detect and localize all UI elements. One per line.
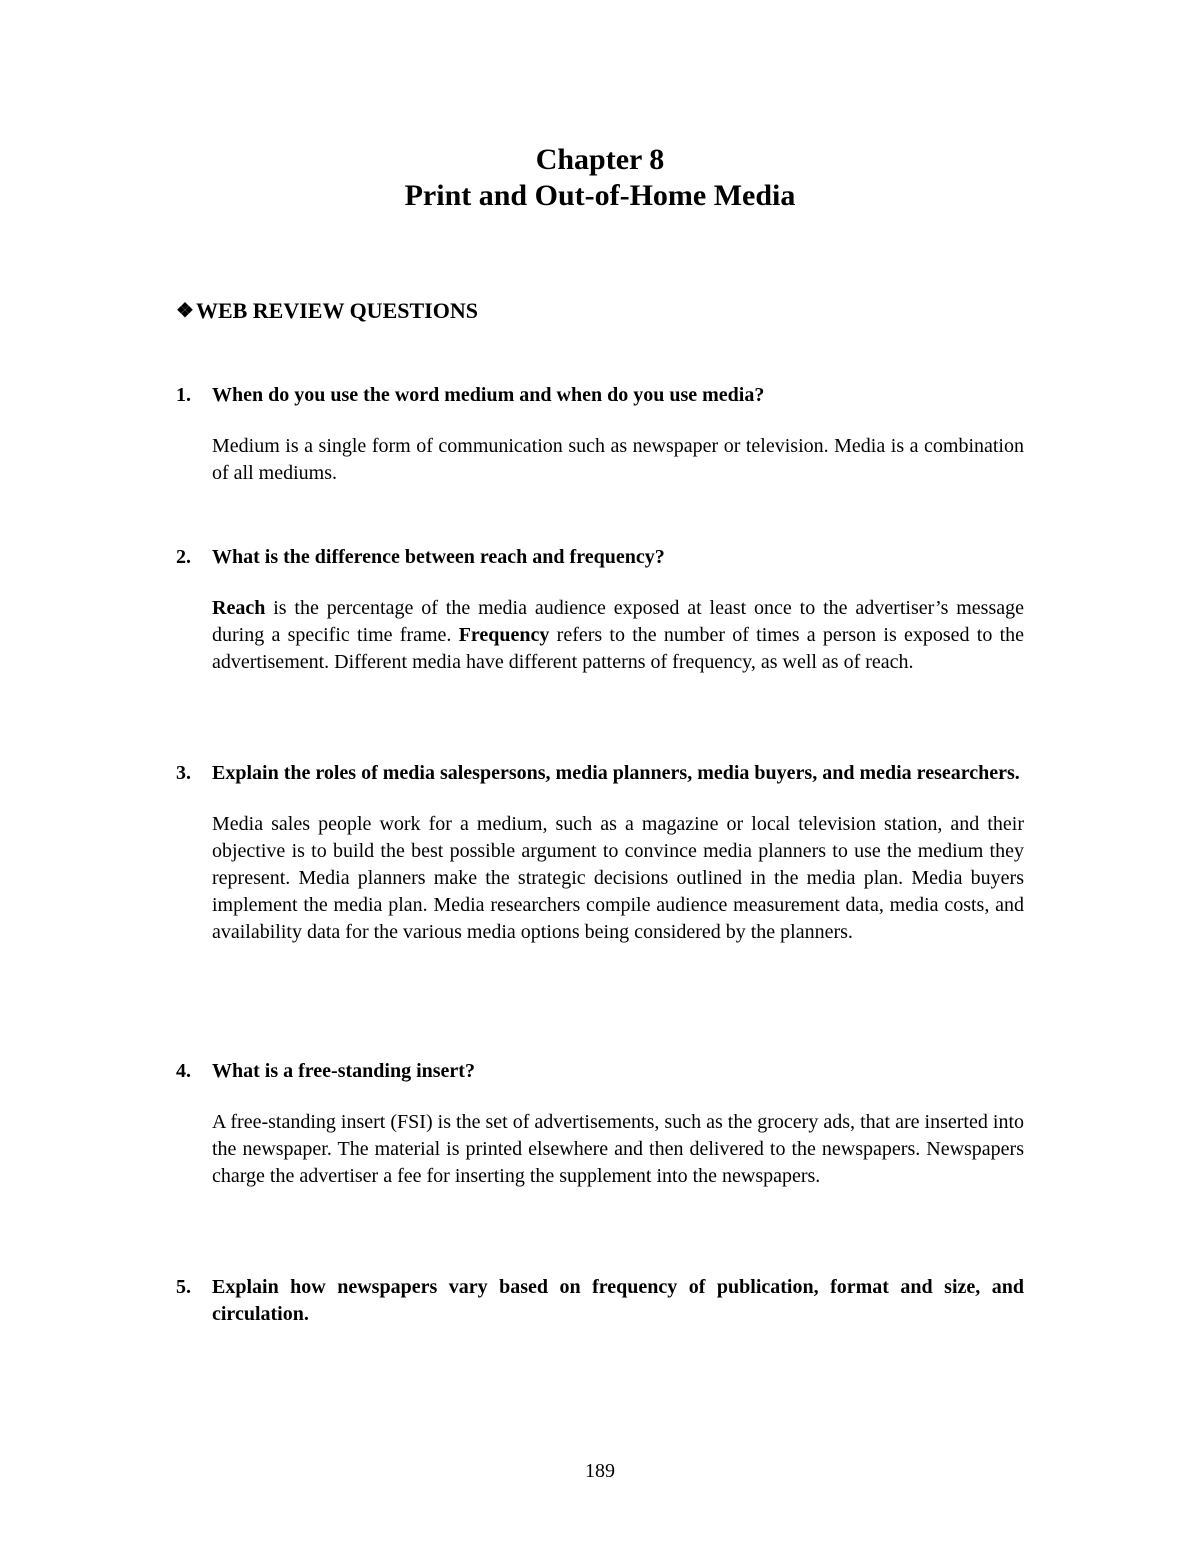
question-3 — [176, 760, 1024, 787]
question-5 — [176, 1274, 1024, 1328]
qa-item-4 — [176, 1058, 1024, 1190]
question-text: Explain how newspapers vary based on frequency of publication, format and size, and circulation. — [212, 1276, 1024, 1325]
qa-item-1 — [176, 382, 1024, 487]
chapter-title: Print and Out-of-Home Media — [404, 179, 796, 212]
answer-2 — [212, 595, 1024, 676]
answer-3: Media sales people work for a medium, such as a magazine or local television station, and their objective is to build the best possible argument to convince media planners to use the medium they represent. Media planners make the strategic decisions outlined in the media plan. Media buyers implement the media plan. Media researchers compile audience measurement data, media costs, and availability data for the various media options being considered by the planners. — [212, 813, 1024, 943]
question-number: 2. — [176, 546, 191, 568]
question-text: What is the difference between reach and frequency? — [212, 546, 665, 568]
qa-item-2 — [176, 544, 1024, 676]
question-2 — [176, 544, 1024, 571]
qa-item-5 — [176, 1274, 1024, 1328]
section-heading — [176, 296, 478, 326]
term-frequency: Frequency — [458, 624, 550, 646]
chapter-number: Chapter 8 — [535, 143, 665, 176]
qa-item-3 — [176, 760, 1024, 946]
question-text: Explain the roles of media salespersons, media planners, media buyers, and media researchers. — [212, 762, 1020, 784]
chapter-title-block — [0, 142, 1200, 214]
question-number: 1. — [176, 384, 191, 406]
answer-text: is the percentage of the media audience exposed at least once to the advertiser’s message during a specific time frame. — [212, 597, 1024, 646]
diamond-bullet-icon: ❖ — [176, 300, 194, 322]
question-text: What is a free-standing insert? — [212, 1060, 475, 1082]
section-heading-text: WEB REVIEW QUESTIONS — [195, 298, 478, 323]
question-number: 5. — [176, 1276, 191, 1298]
question-number: 3. — [176, 762, 191, 784]
answer-1: Medium is a single form of communication such as newspaper or television. Media is a combination of all mediums. — [212, 435, 1024, 484]
term-reach: Reach — [212, 597, 266, 619]
question-4 — [176, 1058, 1024, 1085]
question-number: 4. — [176, 1060, 191, 1082]
page-number: 189 — [585, 1460, 615, 1482]
answer-4: A free-standing insert (FSI) is the set of advertisements, such as the grocery ads, that are inserted into the newspaper. The material is printed elsewhere and then delivered to the newspapers. Newspapers charge the advertiser a fee for inserting the supplement into the newspapers. — [212, 1111, 1024, 1187]
question-text: When do you use the word medium and when do you use media? — [212, 384, 765, 406]
question-1 — [176, 382, 1024, 409]
answer-text: refers to the number of times a person is exposed to the advertisement. Different media have different patterns of frequency, as well as of reach. — [212, 624, 1025, 673]
